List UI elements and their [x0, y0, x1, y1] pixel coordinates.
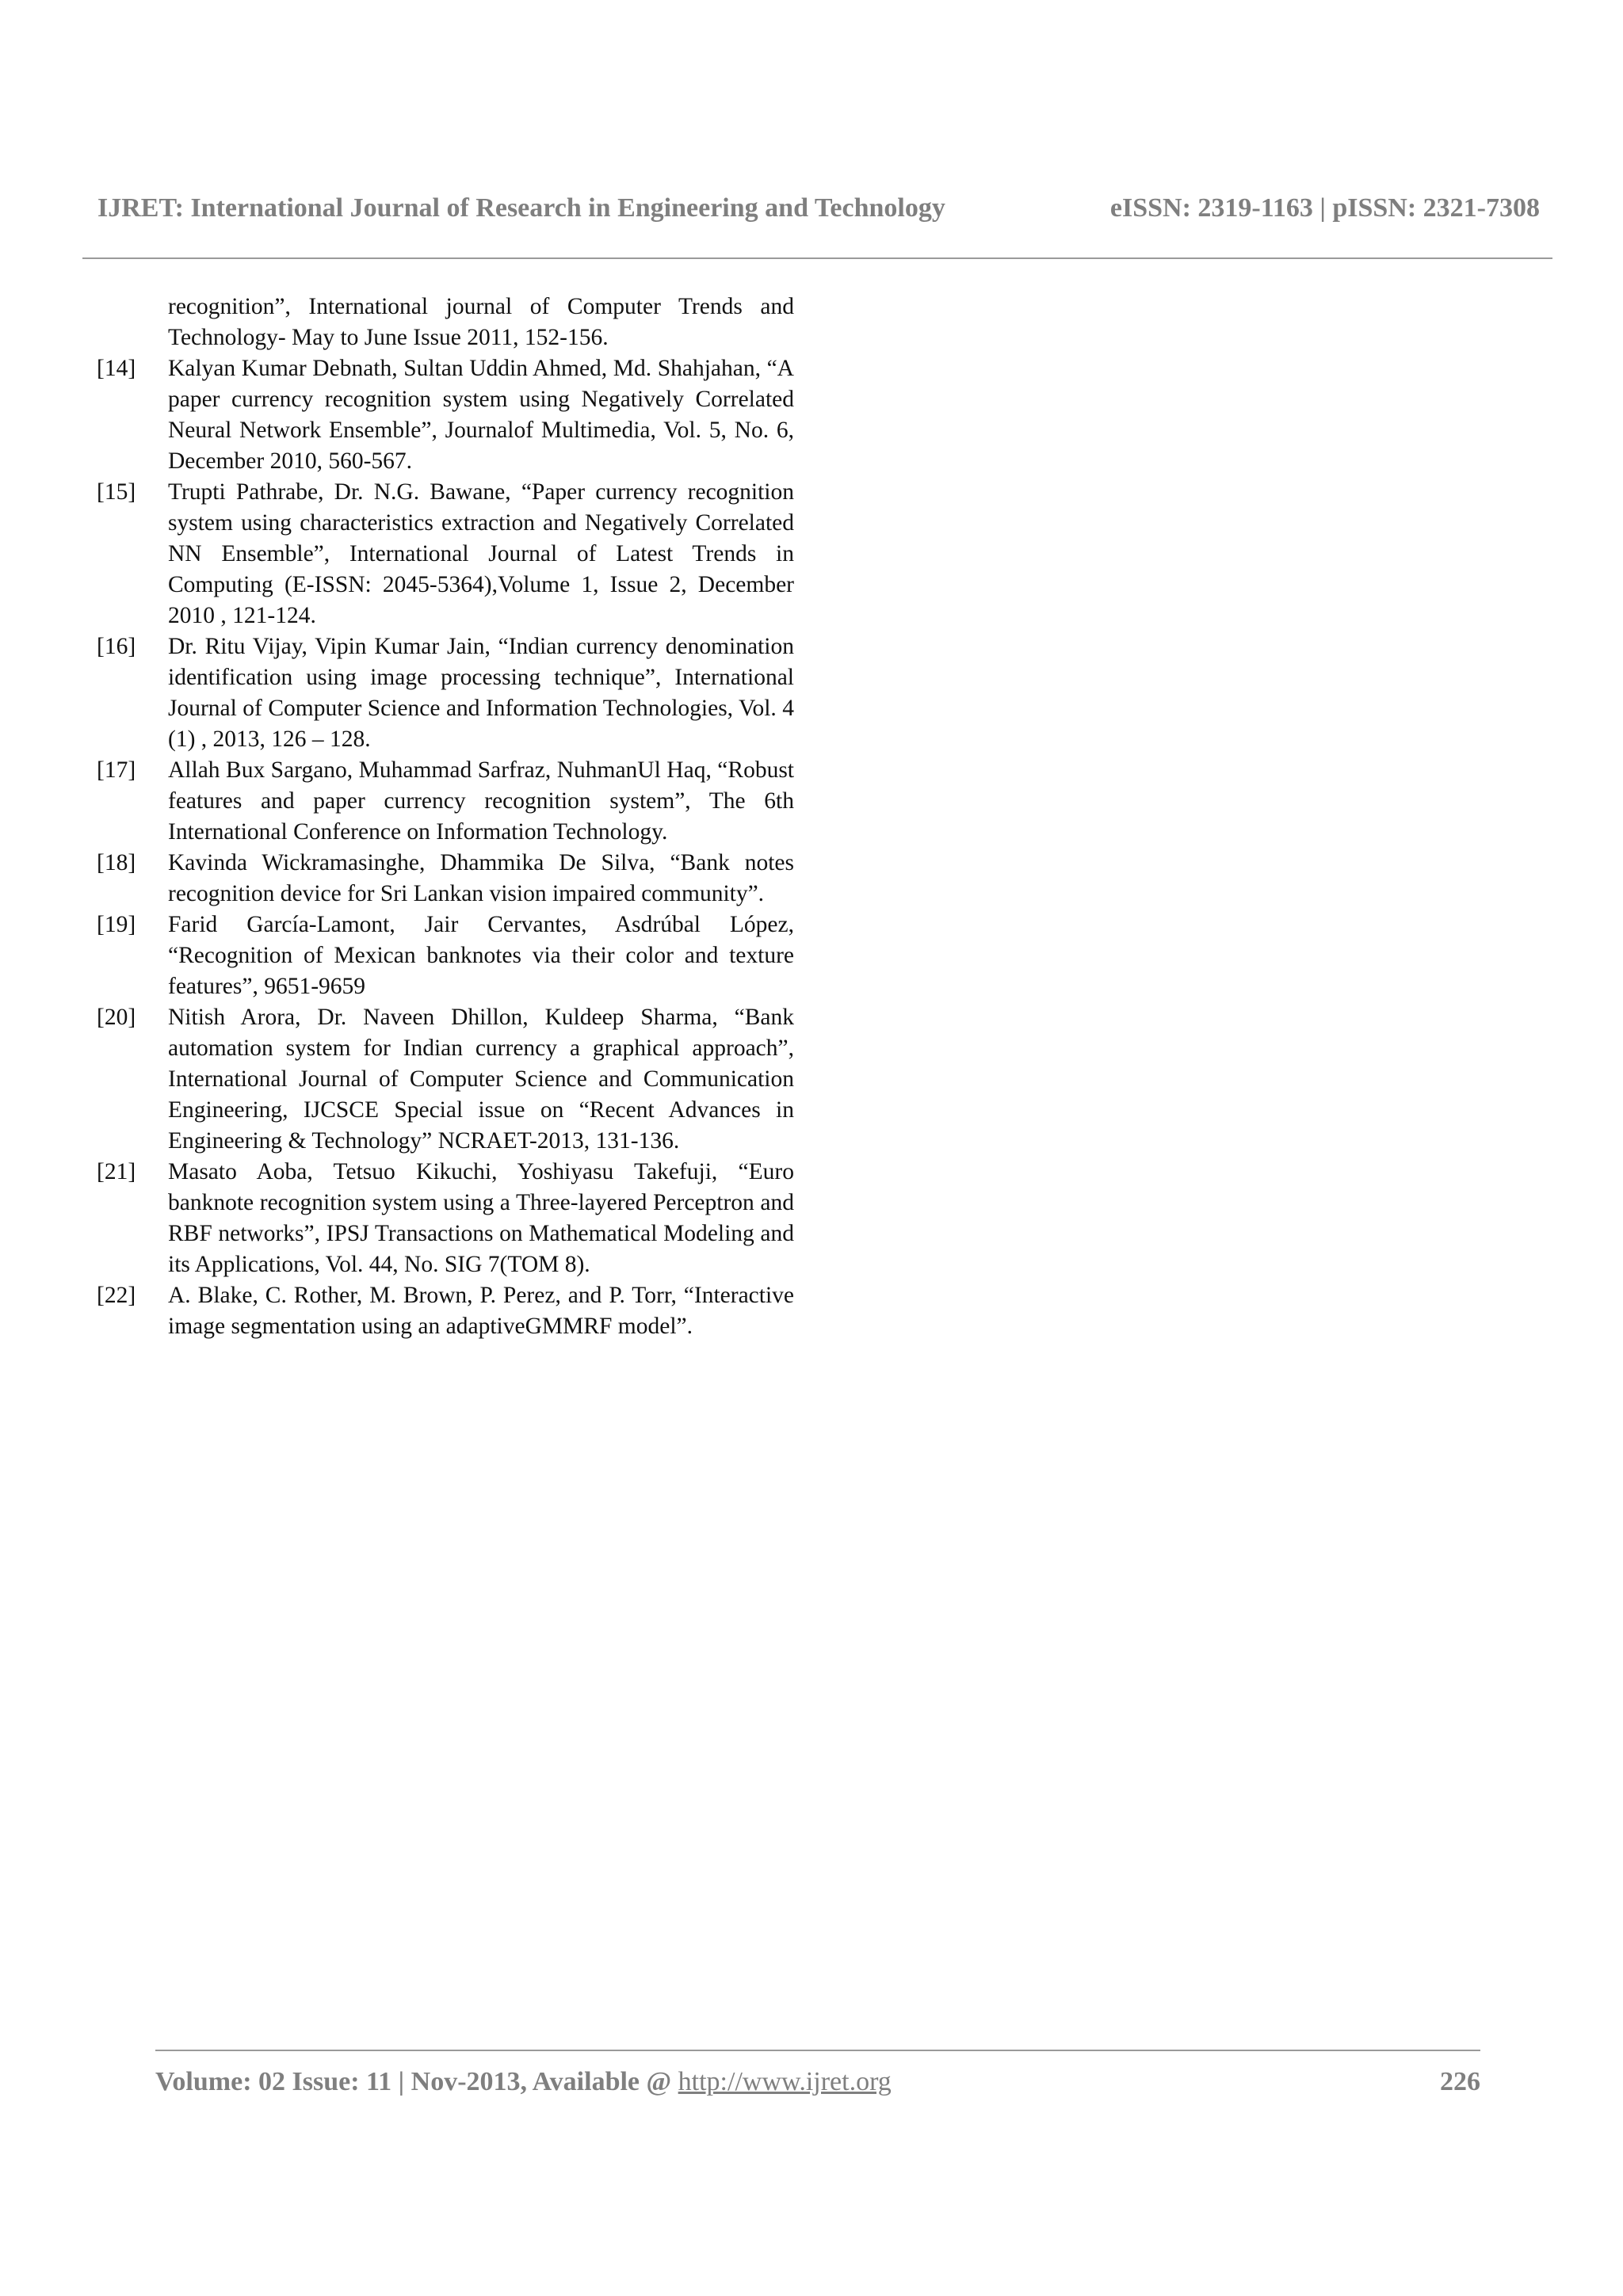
reference-item: [97, 353, 794, 477]
page-header: [97, 193, 1540, 233]
reference-text: Dr. Ritu Vijay, Vipin Kumar Jain, “Indian currency denomination identification using image processing technique”, International Journal of Computer Science and Information Technologies, Vol. 4 (1) , 2013, 126 – 128.: [168, 634, 794, 752]
reference-text: Allah Bux Sargano, Muhammad Sarfraz, NuhmanUl Haq, “Robust features and paper currency recognition system”, The 6th International Conference on Information Technology.: [168, 757, 794, 845]
reference-item: [97, 848, 794, 910]
page-number: 226: [1440, 2067, 1480, 2096]
reference-text: Masato Aoba, Tetsuo Kikuchi, Yoshiyasu Takefuji, “Euro banknote recognition system using a Three-layered Perceptron and RBF networks”, IPSJ Transactions on Mathematical Modeling and its Applications, Vol. 44, No. SIG 7(TOM 8).: [168, 1159, 794, 1277]
reference-text: recognition”, International journal of Computer Trends and Technology- May to June Issue 2011, 152-156.: [168, 294, 794, 350]
journal-title: IJRET: International Journal of Research in Engineering and Technology: [97, 193, 945, 223]
reference-text: Kavinda Wickramasinghe, Dhammika De Silva, “Bank notes recognition device for Sri Lankan vision impaired community”.: [168, 850, 794, 906]
reference-number: [20]: [97, 1005, 136, 1030]
reference-item: [97, 1157, 794, 1280]
reference-number: [16]: [97, 634, 136, 659]
issn-numbers: eISSN: 2319-1163 | pISSN: 2321-7308: [1109, 193, 1540, 223]
reference-item: [97, 631, 794, 755]
reference-item: [97, 755, 794, 848]
reference-item: [97, 1002, 794, 1157]
reference-number: [19]: [97, 912, 136, 937]
reference-item: [97, 1280, 794, 1342]
reference-number: [14]: [97, 356, 136, 381]
reference-item: [97, 477, 794, 631]
reference-text: Nitish Arora, Dr. Naveen Dhillon, Kuldeep Sharma, “Bank automation system for Indian currency a graphical approach”, International Journal of Computer Science and Communication Engineering, IJCSCE Special issue on “Recent Advances in Engineering & Technology” NCRAET-2013, 131-136.: [168, 1005, 794, 1154]
reference-list: [97, 292, 794, 1342]
volume-issue: Volume: 02 Issue: 11 | Nov-2013, Available @: [155, 2067, 678, 2096]
reference-text: Kalyan Kumar Debnath, Sultan Uddin Ahmed, Md. Shahjahan, “A paper currency recognition system using Negatively Correlated Neural Network Ensemble”, Journalof Multimedia, Vol. 5, No. 6, December 2010, 560-567.: [168, 356, 794, 474]
reference-number: [22]: [97, 1283, 136, 1308]
reference-number: [15]: [97, 479, 136, 505]
reference-text: Trupti Pathrabe, Dr. N.G. Bawane, “Paper currency recognition system using characteristics extraction and Negatively Correlated NN Ensemble”, International Journal of Latest Trends in Computing (E-ISSN: 2045-5364),Volume 1, Issue 2, December 2010 , 121-124.: [168, 479, 794, 628]
reference-number: [21]: [97, 1159, 136, 1184]
reference-text: A. Blake, C. Rother, M. Brown, P. Perez, and P. Torr, “Interactive image segmentation using an adaptiveGMMRF model”.: [168, 1283, 794, 1339]
journal-website-link[interactable]: http://www.ijret.org: [678, 2067, 892, 2096]
footer-divider: [155, 2050, 1480, 2051]
reference-number: [18]: [97, 850, 136, 875]
reference-item: [97, 910, 794, 1002]
reference-text: Farid García-Lamont, Jair Cervantes, Asdrúbal López, “Recognition of Mexican banknotes via their color and texture features”, 9651-9659: [168, 912, 794, 999]
reference-number: [17]: [97, 757, 136, 783]
footer-info: [155, 2067, 892, 2097]
reference-item: [97, 292, 794, 353]
page-footer: [155, 2067, 1480, 2107]
header-divider: [82, 257, 1552, 259]
